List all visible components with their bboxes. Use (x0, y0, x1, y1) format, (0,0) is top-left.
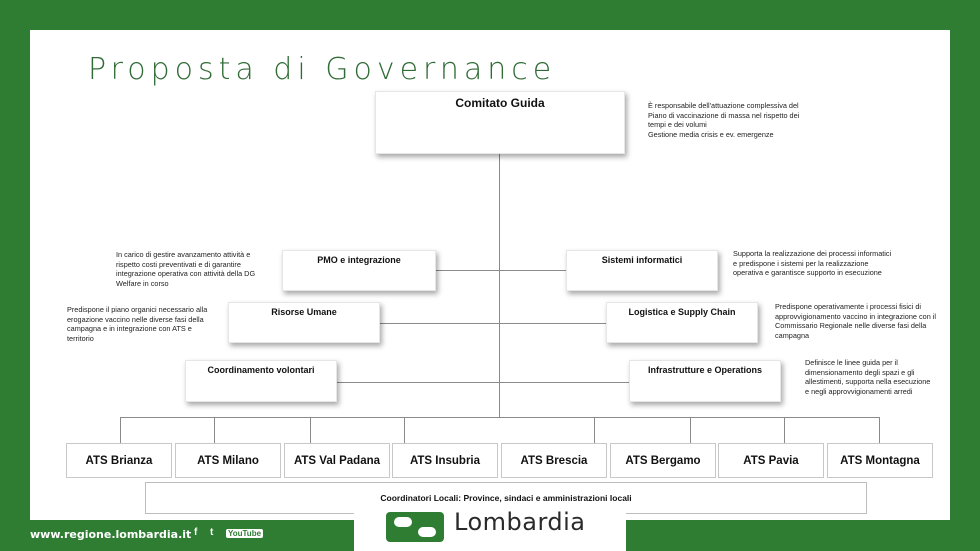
connector-ats-drop (404, 417, 405, 444)
sistemi-informatici-desc: Supporta la realizzazione dei processi informatici e predispone i sistemi per la realizzazione operativa e garantisce supporto in esecuzione (733, 249, 892, 278)
youtube-icon[interactable]: YouTube (228, 529, 262, 538)
comitato-guida-box (375, 91, 625, 154)
slide-title: Proposta di Governance (88, 52, 557, 87)
connector-ats-drop (310, 417, 311, 444)
risorse-umane-desc: Predispone il piano organici necessario alla erogazione vaccino nelle diverse fasi della campagna e in integrazione con ATS e territorio (67, 305, 208, 343)
sistemi-informatici-box (566, 250, 718, 291)
ats-montagna-box: ATS Montagna (827, 443, 933, 478)
connector-row2 (380, 323, 606, 324)
coordinamento-volontari-box (185, 360, 337, 402)
logistica-label: Logistica e Supply Chain (628, 307, 736, 317)
coordinamento-volontari-label: Coordinamento volontari (207, 365, 315, 375)
lombardia-logo-icon (386, 512, 444, 542)
connector-trunk (499, 154, 500, 418)
twitter-icon[interactable]: t (210, 527, 214, 538)
infrastrutture-box (629, 360, 781, 402)
pmo-label: PMO e integrazione (317, 255, 401, 265)
comitato-guida-label: Comitato Guida (455, 96, 545, 110)
risorse-umane-label: Risorse Umane (271, 307, 337, 317)
infrastrutture-label: Infrastrutture e Operations (647, 365, 763, 375)
comitato-guida-desc: È responsabile dell'attuazione complessiva del Piano di vaccinazione di massa nel rispetto dei tempi e dei volumi Gestione media crisis e ev. emergenze (648, 101, 800, 139)
facebook-icon[interactable]: f (194, 527, 198, 538)
logistica-box (606, 302, 758, 343)
connector-row1 (436, 270, 566, 271)
ats-bergamo-box: ATS Bergamo (610, 443, 716, 478)
connector-row3 (337, 382, 629, 383)
ats-milano-box: ATS Milano (175, 443, 281, 478)
ats-val-padana-box: ATS Val Padana (284, 443, 390, 478)
connector-ats-drop (120, 417, 121, 444)
footer-website-link[interactable]: www.regione.lombardia.it (30, 528, 192, 541)
ats-brianza-box: ATS Brianza (66, 443, 172, 478)
connector-ats-drop (690, 417, 691, 444)
connector-ats-drop (879, 417, 880, 444)
ats-insubria-box: ATS Insubria (392, 443, 498, 478)
ats-pavia-box: ATS Pavia (718, 443, 824, 478)
pmo-box (282, 250, 436, 291)
connector-ats-bus (120, 417, 880, 418)
sistemi-informatici-label: Sistemi informatici (601, 255, 683, 265)
connector-ats-drop (594, 417, 595, 444)
connector-ats-drop (214, 417, 215, 444)
coordinatori-locali-box: Coordinatori Locali: Province, sindaci e amministrazioni locali (145, 482, 867, 514)
lombardia-logo-text: Lombardia (454, 508, 586, 536)
ats-brescia-box: ATS Brescia (501, 443, 607, 478)
logistica-desc: Predispone operativamente i processi fisici di approvvigionamento vaccino in integrazione con il Commissario Regionale nelle diverse fasi della campagna (775, 302, 937, 340)
pmo-desc: In carico di gestire avanzamento attività e rispetto costi preventivati e di garantire integrazione operativa con attività della DG Welfare in corso (116, 250, 256, 288)
infrastrutture-desc: Definisce le linee guida per il dimensionamento degli spazi e gli allestimenti, supporta nella esecuzione e negli approvvigionamenti arredi (805, 358, 931, 396)
connector-ats-drop (784, 417, 785, 444)
risorse-umane-box (228, 302, 380, 343)
